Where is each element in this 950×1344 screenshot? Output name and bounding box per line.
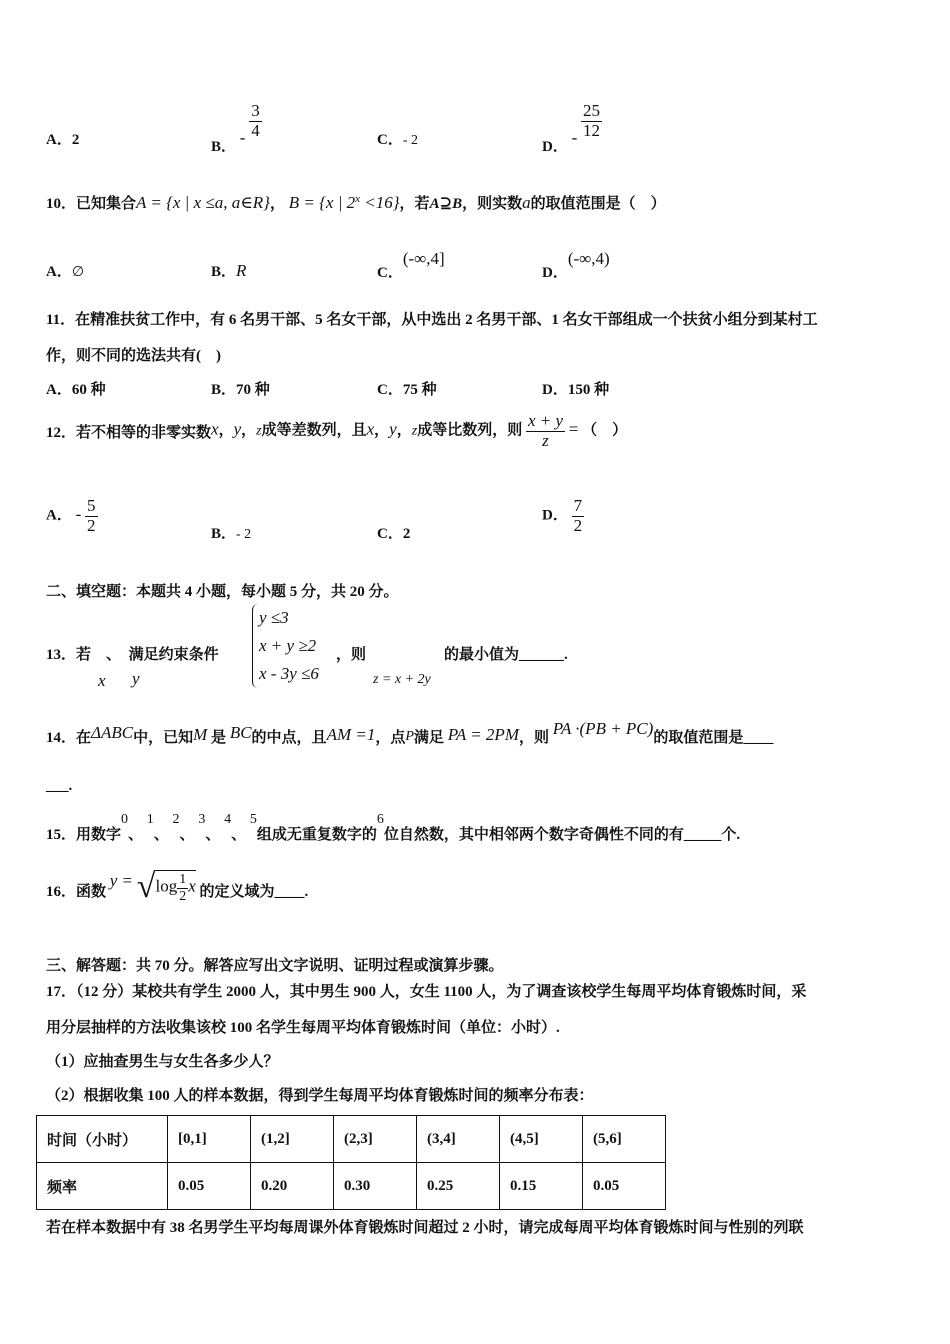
q10-stem: 10．已知集合A = {x | x ≤a, a∈R}， B = {x | $2^x <16$}，若A⊇B，则实数a的取值范围是（ ） bbox=[46, 193, 666, 212]
q17-part1: （1）应抽查男生与女生各多少人？ bbox=[46, 1054, 279, 1070]
q13-objective: z = x + 2y bbox=[373, 672, 431, 687]
q14-stem: 14．在ΔABC中，已知M 是 BC的中点，且AM =1，点P满足 PA = 2PM，则 PA ·(PB + PC)的取值范围是____ bbox=[46, 719, 774, 746]
q9-option-b: B． - $\frac{3}{4}$ bbox=[211, 101, 260, 155]
table-cell: (3,4] bbox=[417, 1116, 500, 1163]
table-cell: 0.15 bbox=[500, 1163, 583, 1210]
q9-option-a: A．2 bbox=[46, 132, 80, 148]
q9-option-d: D． - $\frac{25}{12}$ bbox=[542, 101, 601, 155]
q11-option-c: C．75 种 bbox=[377, 382, 437, 398]
table-cell: (4,5] bbox=[500, 1116, 583, 1163]
q10-option-d: D．(-∞,4) bbox=[542, 249, 610, 281]
table-cell: 频率 bbox=[37, 1163, 168, 1210]
q14-line2: ___. bbox=[46, 778, 73, 794]
q10-option-c: C．(-∞,4] bbox=[377, 249, 445, 281]
table-cell: 0.05 bbox=[583, 1163, 666, 1210]
q11-option-d: D．150 种 bbox=[542, 382, 610, 398]
section-2-heading: 二、填空题：本题共 4 小题，每小题 5 分，共 20 分。 bbox=[46, 584, 399, 600]
table-cell: (1,2] bbox=[251, 1116, 334, 1163]
q10-option-a: A．∅ bbox=[46, 264, 85, 280]
table-cell: 0.25 bbox=[417, 1163, 500, 1210]
q17-line-after-table: 若在样本数据中有 38 名男学生平均每周课外体育锻炼时间超过 2 小时，请完成每周平均体育锻炼时间与性别的列联 bbox=[46, 1220, 804, 1236]
q12-stem: 12．若不相等的非零实数x，y，z成等差数列，且x，y，z成等比数列，则 $\frac{x + y}{z}$ = （ ） bbox=[46, 411, 628, 450]
q13-prefix: 13．若 、 满足约束条件 bbox=[46, 647, 219, 663]
table-cell: [0,1] bbox=[168, 1116, 251, 1163]
table-cell: 0.30 bbox=[334, 1163, 417, 1210]
q11-option-b: B．70 种 bbox=[211, 382, 270, 398]
table-cell: 时间（小时） bbox=[37, 1116, 168, 1163]
q11-line2: 作，则不同的选法共有( ) bbox=[46, 348, 221, 364]
section-3-heading: 三、解答题：共 70 分。解答应写出文字说明、证明过程或演算步骤。 bbox=[46, 958, 504, 974]
q11-line1: 11．在精准扶贫工作中，有 6 名男干部、5 名女干部，从中选出 2 名男干部、1 名女干部组成一个扶贫小组分到某村工 bbox=[46, 312, 818, 328]
q12-option-b: B．- 2 bbox=[211, 526, 252, 542]
q12-option-d: D． $\frac{7}{2}$ bbox=[542, 496, 583, 535]
q13-constraint-system: y ≤3 x + y ≥2 x - 3y ≤6 bbox=[252, 604, 349, 688]
q17-line2: 用分层抽样的方法收集该校 100 名学生每周平均体育锻炼时间（单位：小时）. bbox=[46, 1020, 560, 1036]
q13-var-x: x bbox=[98, 671, 106, 690]
q16-stem: 16．函数 y = √log $\frac{1}{2}$ x 的定义域为____. bbox=[46, 868, 309, 905]
table-row bbox=[37, 1163, 666, 1210]
q17-line1: 17．（12 分）某校共有学生 2000 人，其中男生 900 人，女生 1100 人，为了调查该校学生每周平均体育锻炼时间，采 bbox=[46, 984, 807, 1000]
frequency-table bbox=[36, 1115, 666, 1210]
q15-stem: 15．用数字$^0$、 $^1$、 $^2$、 $^3$、 $^4$、 $^5$组成无重复数字的$^6$位自然数，其中相邻两个数字奇偶性不同的有_____个. bbox=[46, 812, 741, 843]
q11-option-a: A．60 种 bbox=[46, 382, 106, 398]
q13-suffix: 的最小值为______. bbox=[444, 647, 568, 663]
table-cell: (5,6] bbox=[583, 1116, 666, 1163]
q12-option-c: C．2 bbox=[377, 526, 411, 542]
q9-option-c: C．- 2 bbox=[377, 132, 419, 148]
table-cell: 0.20 bbox=[251, 1163, 334, 1210]
q12-option-a: A． - $\frac{5}{2}$ bbox=[46, 496, 96, 535]
table-cell: 0.05 bbox=[168, 1163, 251, 1210]
q10-option-b: B．R bbox=[211, 261, 247, 280]
q13-then: ，则 bbox=[336, 647, 367, 663]
q17-part2: （2）根据收集 100 人的样本数据，得到学生每周平均体育锻炼时间的频率分布表： bbox=[46, 1088, 594, 1104]
table-cell: (2,3] bbox=[334, 1116, 417, 1163]
q13-var-y: y bbox=[132, 669, 140, 688]
table-row bbox=[37, 1116, 666, 1163]
